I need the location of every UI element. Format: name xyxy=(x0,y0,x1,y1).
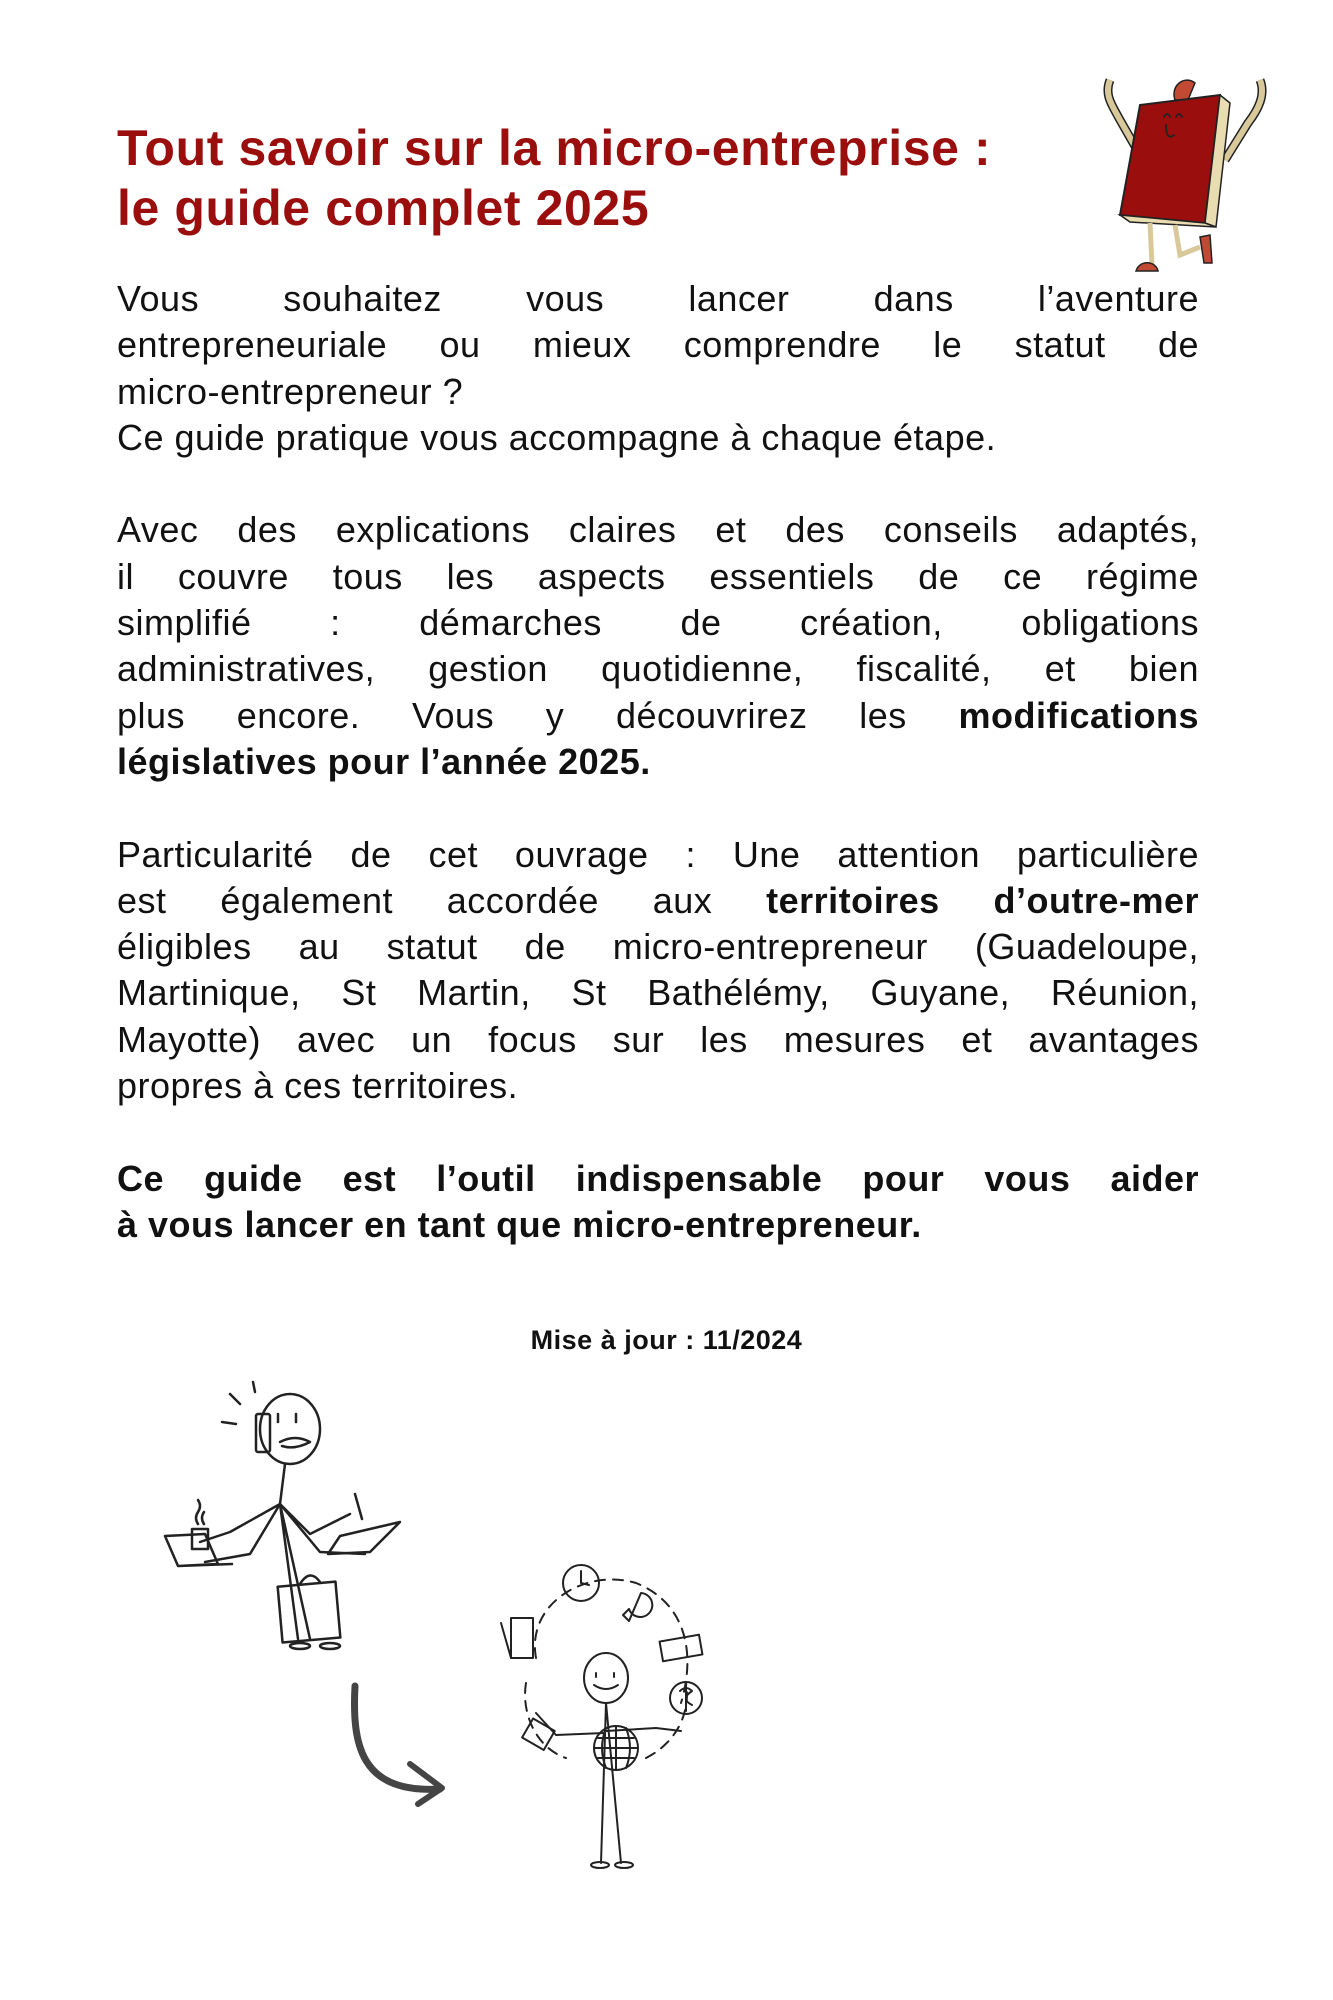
paragraph-4 xyxy=(117,1156,1199,1249)
paragraph-3 xyxy=(117,832,1199,1110)
text-line xyxy=(117,507,1199,553)
bold-text: législatives pour l’année 2025. xyxy=(117,740,651,782)
title-line-2: le guide complet 2025 xyxy=(117,180,650,236)
text-segment: Mayotte) avec un focus sur les mesures et avantages xyxy=(117,1018,1199,1060)
text-line xyxy=(117,739,1199,785)
body-text xyxy=(117,276,1199,1248)
text-segment: Ce guide pratique vous accompagne à chaque étape. xyxy=(117,416,997,458)
text-segment: entrepreneuriale ou mieux comprendre le statut de xyxy=(117,324,1199,366)
text-line xyxy=(117,970,1199,1016)
text-line xyxy=(117,369,1199,415)
book-mascot-illustration xyxy=(1100,75,1272,247)
text-line xyxy=(117,415,1199,461)
bold-text: à vous lancer en tant que micro-entrepreneur. xyxy=(117,1203,922,1245)
text-segment: plus encore. Vous y découvrirez les xyxy=(117,694,959,736)
paragraph-gap xyxy=(117,1109,1199,1155)
text-line xyxy=(117,1063,1199,1109)
text-segment: est également accordée aux xyxy=(117,879,767,921)
title-line-1: Tout savoir sur la micro-entreprise : xyxy=(117,120,992,176)
bold-text: Ce guide est l’outil indispensable pour vous aider xyxy=(117,1157,1199,1199)
text-line xyxy=(117,554,1199,600)
bold-text: modifications xyxy=(958,694,1199,736)
paragraph-gap xyxy=(117,785,1199,831)
juggling-stick-figure-illustration xyxy=(496,1563,711,1873)
text-segment: propres à ces territoires. xyxy=(117,1065,519,1107)
paragraph-2 xyxy=(117,507,1199,785)
text-line xyxy=(117,1017,1199,1063)
transition-arrow-icon xyxy=(350,1684,450,1809)
text-line xyxy=(117,646,1199,692)
text-segment: Martinique, St Martin, St Bathélémy, Guyane, Réunion, xyxy=(117,972,1199,1014)
text-segment: Avec des explications claires et des conseils adaptés, xyxy=(117,509,1199,551)
text-segment: éligibles au statut de micro-entrepreneur (Guadeloupe, xyxy=(117,926,1199,968)
text-line xyxy=(117,1202,1199,1248)
text-segment: il couvre tous les aspects essentiels de ce régime xyxy=(117,555,1199,597)
text-line xyxy=(117,832,1199,878)
text-segment: Vous souhaitez vous lancer dans l’aventure xyxy=(117,278,1199,319)
page-title xyxy=(117,118,1117,238)
bold-text: territoires d’outre-mer xyxy=(766,879,1199,921)
text-line xyxy=(117,924,1199,970)
text-segment: simplifié : démarches de création, obligations xyxy=(117,602,1199,644)
text-segment: administratives, gestion quotidienne, fiscalité, et bien xyxy=(117,648,1199,690)
text-segment: Particularité de cet ouvrage : Une attention particulière xyxy=(117,833,1199,875)
update-date: Mise à jour : 11/2024 xyxy=(530,1325,803,1355)
text-line xyxy=(117,600,1199,646)
text-line xyxy=(117,878,1199,924)
text-segment: micro-entrepreneur ? xyxy=(117,370,464,412)
text-line xyxy=(117,1156,1199,1202)
stressed-stick-figure-illustration xyxy=(160,1384,410,1664)
text-line xyxy=(117,322,1199,368)
paragraph-1 xyxy=(117,276,1199,461)
text-line xyxy=(117,276,1199,322)
paragraph-gap xyxy=(117,461,1199,507)
text-line xyxy=(117,693,1199,739)
